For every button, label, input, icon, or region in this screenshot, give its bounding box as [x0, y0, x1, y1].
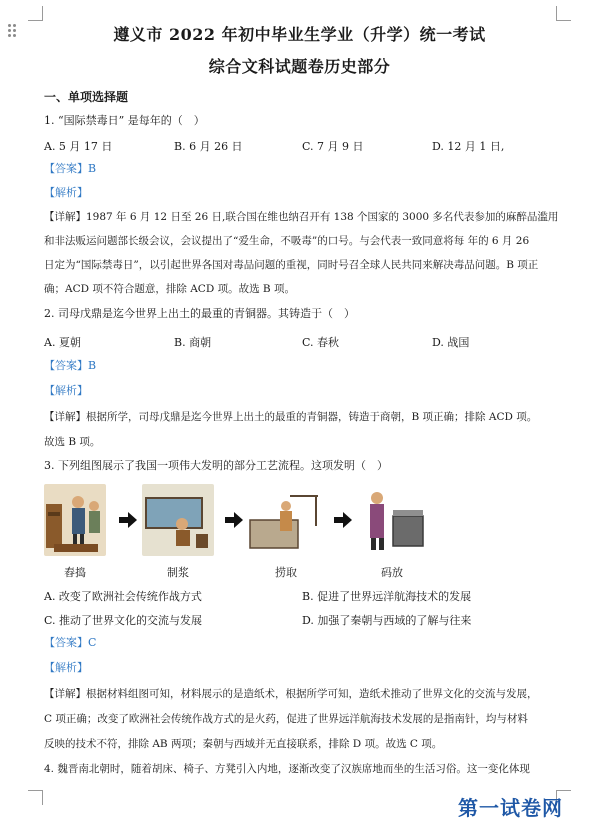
- q1-stem: 1. “国际禁毒日” 是每年的（ ）: [44, 114, 205, 127]
- crop-mark-top-left: [28, 6, 43, 21]
- pounding-illustration: [44, 484, 106, 556]
- q4-stem: 4. 魏晋南北朝时，随着胡床、椅子、方凳引入内地，逐渐改变了汉族席地而坐的生活习俗。这一变化体现: [44, 763, 530, 775]
- q1-answer: 【答案】B: [44, 162, 97, 175]
- q1-option-c: C. 7 月 9 日: [302, 140, 364, 153]
- pulp-making-illustration: [142, 484, 214, 556]
- stacking-illustration: [355, 484, 427, 556]
- q1-detail-line: 日定为“国际禁毒日”，以引起世界各国对毒品问题的重视，同时号召全球人民共同来解决毒品问题。B 项正: [44, 259, 539, 271]
- q3-analysis-label: 【解析】: [44, 661, 88, 674]
- q3-option-b: B. 促进了世界远洋航海技术的发展: [302, 590, 472, 603]
- q1-option-a: A. 5 月 17 日: [44, 140, 113, 153]
- section-title: 一、单项选择题: [44, 90, 129, 104]
- caption-pounding: 舂捣: [64, 566, 86, 579]
- q1-analysis-label: 【解析】: [44, 186, 88, 199]
- q1-option-d: D. 12 月 1 日,: [432, 140, 505, 153]
- caption-stacking: 码放: [381, 566, 403, 579]
- q2-analysis-label: 【解析】: [44, 384, 88, 397]
- q3-detail-line: 【详解】根据材料组图可知，材料展示的是造纸术，根据所学可知，造纸术推动了世界文化的交流与发展，: [44, 688, 538, 700]
- q3-option-a: A. 改变了欧洲社会传统作战方式: [44, 590, 202, 603]
- q1-detail-line: 【详解】1987 年 6 月 12 日至 26 日,联合国在维也纳召开有 138 个国家的 3000 多名代表参加的麻醉品滥用: [44, 211, 559, 223]
- q3-answer: 【答案】C: [44, 636, 97, 649]
- crop-mark-top-right: [556, 6, 571, 21]
- page-title: 遵义市 2022 年初中毕业生学业（升学）统一考试: [113, 25, 486, 44]
- q1-detail-line: 和非法贩运问题部长级会议，会议提出了“爱生命，不吸毒”的口号。与会代表一致同意将每 年的 6 月 26: [44, 235, 530, 247]
- q2-option-c: C. 春秋: [302, 336, 340, 349]
- q3-option-c: C. 推动了世界文化的交流与发展: [44, 614, 203, 627]
- crop-mark-bottom-left: [28, 790, 43, 805]
- caption-scooping: 捞取: [275, 566, 297, 579]
- q2-answer: 【答案】B: [44, 359, 97, 372]
- q2-detail-line: 【详解】根据所学，司母戊鼎是迄今世界上出土的最重的青铜器，铸造于商朝，B 项正确；排除 ACD 项。: [44, 411, 538, 423]
- q3-detail-line: 反映的技术不符，排除 AB 两项；秦朝与西域并无直接联系，排除 D 项。故选 C 项。: [44, 738, 443, 750]
- q1-detail-line: 确；ACD 项不符合题意，排除 ACD 项。故选 B 项。: [44, 283, 295, 295]
- q2-detail-line: 故选 B 项。: [44, 436, 101, 448]
- q2-option-a: A. 夏朝: [44, 336, 81, 349]
- site-watermark: 第一试卷网: [458, 796, 563, 820]
- scooping-illustration: [246, 486, 326, 556]
- caption-pulp-making: 制浆: [167, 566, 189, 579]
- q2-stem: 2. 司母戊鼎是迄今世界上出土的最重的青铜器。其铸造于（ ）: [44, 307, 355, 320]
- q1-option-b: B. 6 月 26 日: [174, 140, 243, 153]
- q3-stem: 3. 下列组图展示了我国一项伟大发明的部分工艺流程。这项发明（ ）: [44, 459, 388, 472]
- page-subtitle: 综合文科试题卷历史部分: [208, 57, 391, 76]
- q2-option-b: B. 商朝: [174, 336, 212, 349]
- q3-option-d: D. 加强了秦朝与西域的了解与往来: [302, 614, 472, 627]
- q3-detail-line: C 项正确；改变了欧洲社会传统作战方式的是火药，促进了世界远洋航海技术发展的是指南针，均与材料: [44, 713, 528, 725]
- q2-option-d: D. 战国: [432, 336, 470, 349]
